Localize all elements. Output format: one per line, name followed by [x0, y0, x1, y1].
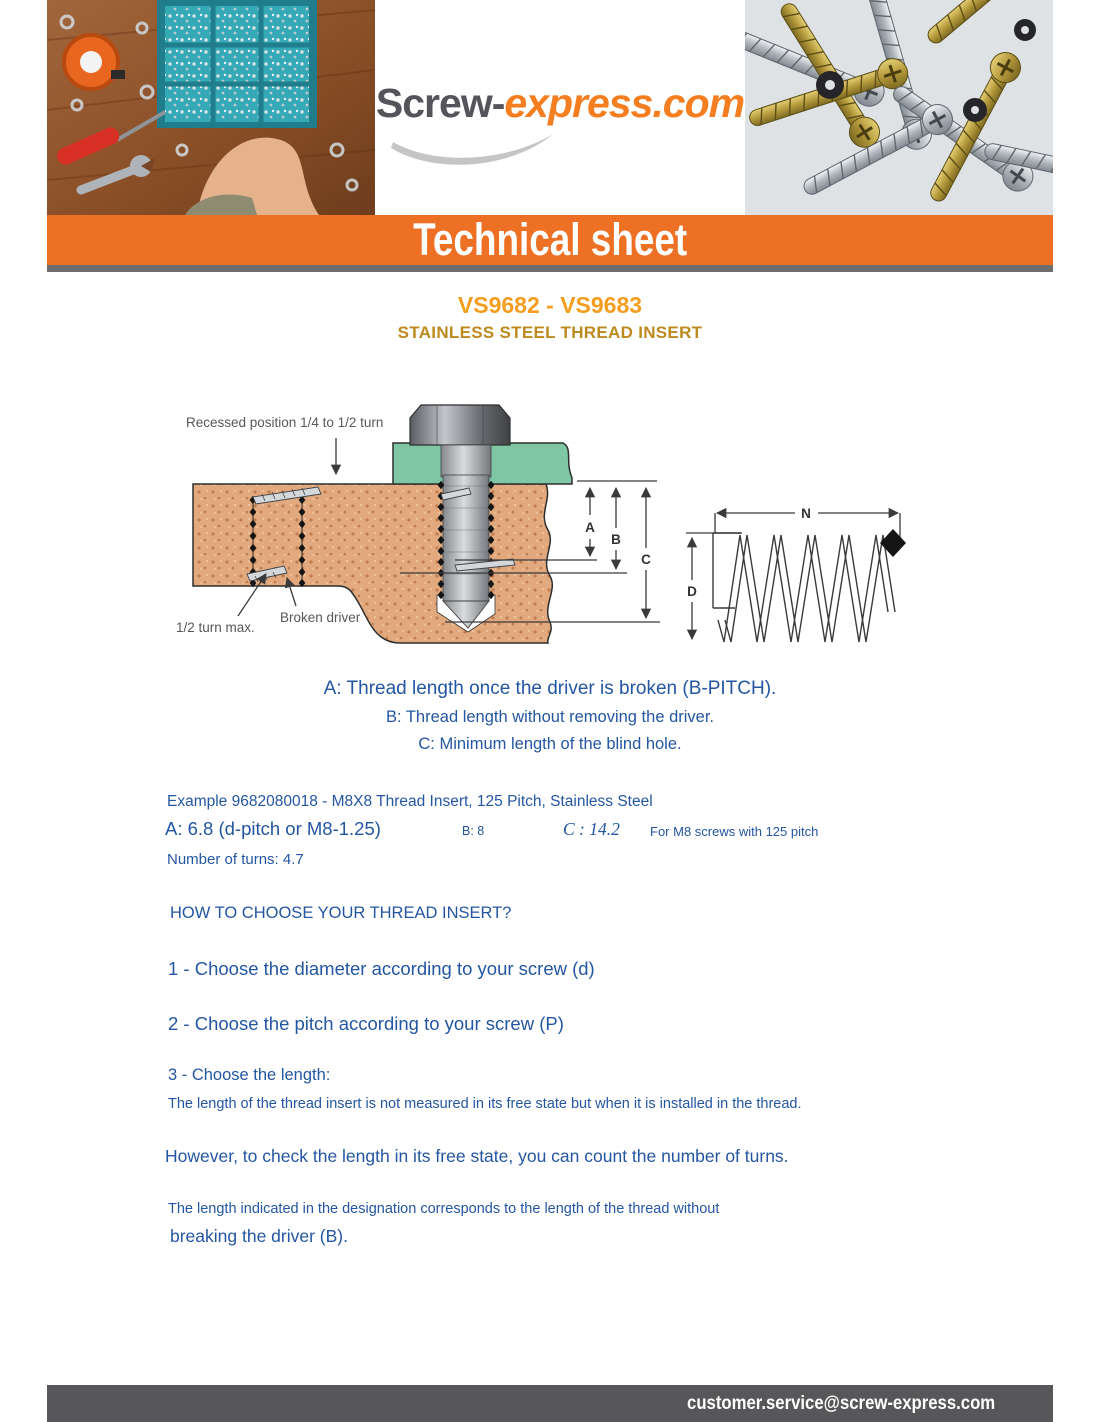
footer-bar — [47, 1385, 1053, 1422]
dim-n-label: N — [801, 506, 811, 521]
dim-a-label: A — [585, 520, 595, 535]
definition-a: A: Thread length once the driver is broken (B-PITCH). — [323, 678, 777, 699]
workbench-photo — [47, 0, 375, 215]
example-value-b: B: 8 — [462, 824, 485, 838]
half-turn-label: 1/2 turn max. — [176, 620, 255, 635]
banner-title: Technical sheet — [412, 214, 688, 265]
definition-c: C: Minimum length of the blind hole. — [418, 735, 682, 753]
howto-step-2: 2 - Choose the pitch according to your screw (P) — [168, 1013, 564, 1034]
hex-head — [410, 405, 510, 445]
broken-driver-label: Broken driver — [280, 610, 361, 625]
coil-tang-diamond — [880, 529, 906, 557]
brand-logo — [375, 80, 745, 127]
logo-swoosh — [385, 128, 560, 176]
footer-email: customer.service@screw-express.com — [686, 1392, 995, 1414]
example-value-c: C : 14.2 — [563, 819, 620, 839]
definition-b: B: Thread length without removing the driver. — [385, 708, 715, 726]
recessed-label: Recessed position 1/4 to 1/2 turn — [186, 415, 384, 430]
workbench-photo-art — [47, 0, 375, 215]
example-title: Example 9682080018 - M8X8 Thread Insert, 125 Pitch, Stainless Steel — [167, 793, 653, 810]
howto-heading: HOW TO CHOOSE YOUR THREAD INSERT? — [170, 904, 512, 922]
logo-zone — [375, 0, 745, 215]
designation-note-line2: breaking the driver (B). — [170, 1226, 348, 1246]
howto-step-1: 1 - Choose the diameter according to your screw (d) — [168, 958, 595, 979]
screws-photo-art — [745, 0, 1053, 215]
example-note: For M8 screws with 125 pitch — [650, 824, 819, 839]
free-state-note: However, to check the length in its free state, you can count the number of turns. — [165, 1146, 789, 1166]
bolt-shank — [441, 445, 491, 477]
organizer-box — [157, 0, 317, 128]
designation-note-line1: The length indicated in the designation corresponds to the length of the thread without — [168, 1201, 720, 1217]
brand-logo-part2: express.com — [504, 80, 745, 126]
product-subtitle: STAINLESS STEEL THREAD INSERT — [397, 323, 703, 342]
dim-c-label: C — [641, 552, 651, 567]
howto-step-3: 3 - Choose the length: — [168, 1066, 331, 1084]
example-value-a: A: 6.8 (d-pitch or M8-1.25) — [165, 818, 381, 839]
banner-shadow — [47, 265, 1053, 272]
product-codes: VS9682 - VS9683 — [457, 292, 643, 318]
technical-sheet-banner — [47, 215, 1053, 265]
howto-step-3-note: The length of the thread insert is not measured in its free state but when it is installed in the thread. — [168, 1096, 802, 1112]
thread-insert-diagram — [0, 390, 1100, 670]
dim-b-label: B — [611, 532, 621, 547]
brand-logo-part1: Screw- — [375, 80, 505, 126]
dim-d-label: D — [687, 584, 697, 599]
coil-insert — [713, 529, 906, 642]
screws-photo — [745, 0, 1053, 215]
example-turns: Number of turns: 4.7 — [167, 851, 304, 868]
